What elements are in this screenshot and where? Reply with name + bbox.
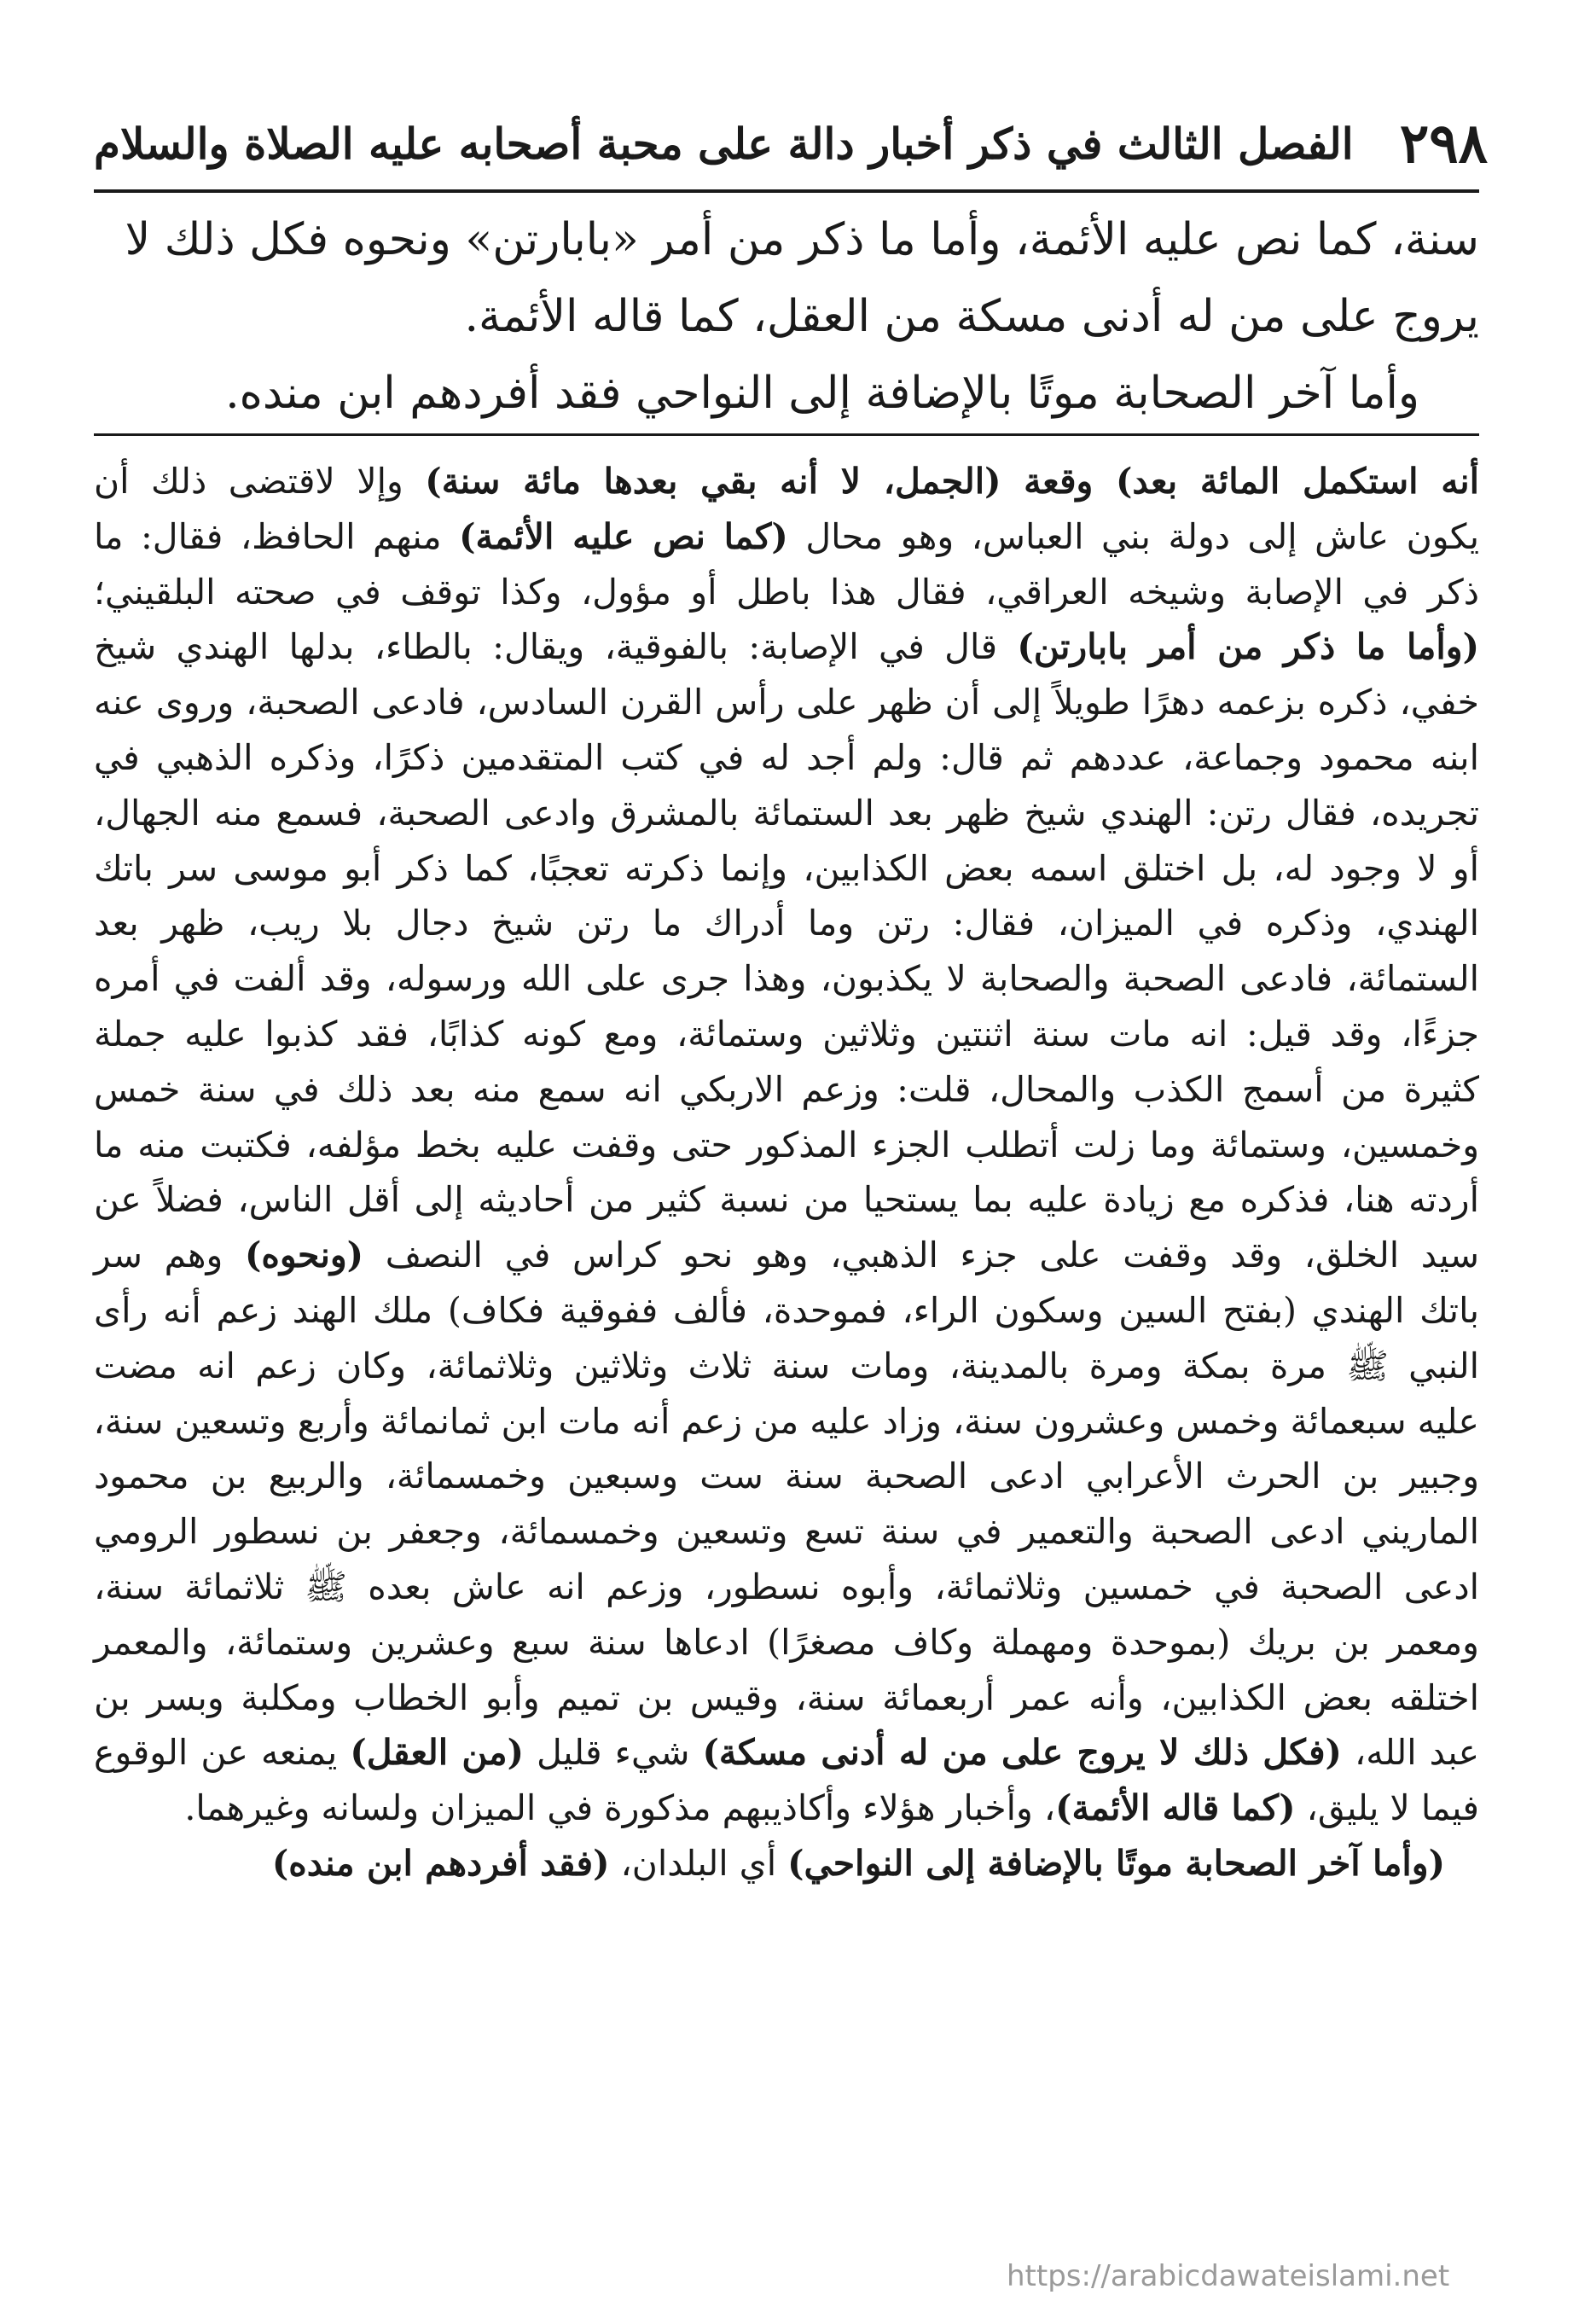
commentary-line xyxy=(94,1725,1479,1781)
chapter-title: الفصل الثالث في ذكر أخبار دالة على محبة أصحابه عليه الصلاة والسلام xyxy=(94,118,1354,169)
commentary-segment: سيد الخلق، وقد وقفت على جزء الذهبي، وهو نحو كراس في النصف xyxy=(363,1235,1479,1276)
main-text-line: سنة، كما نص عليه الأئمة، وأما ما ذكر من أمر «بابارتن» ونحوه فكل ذلك لا xyxy=(125,214,1479,265)
commentary-segment: الهندي، وذكره في الميزان، فقال: رتن وما أدراك ما رتن شيخ دجال بلا ريب، ظهر بعد xyxy=(94,903,1479,944)
commentary-segment: اختلقه بعض الكذابين، وأنه عمر أربعمائة سنة، وقيس بن تميم وأبو الخطاب ومكلبة وبسر بن xyxy=(94,1676,1479,1718)
commentary-segment: كثيرة من أسمج الكذب والمحال، قلت: وزعم الاربكي انه سمع منه بعد ذلك في سنة خمس xyxy=(94,1068,1479,1110)
quoted-matn-segment: (فكل ذلك لا يروج على من له أدنى مسكة) xyxy=(702,1732,1342,1774)
commentary-line xyxy=(94,1670,1479,1726)
commentary-segment: وخمسين، وستمائة وما زلت أتطلب الجزء المذكور حتى وقفت عليه بخط مؤلفه، فكتبت منه ما xyxy=(94,1124,1479,1165)
commentary-divider xyxy=(94,433,1479,436)
commentary-line xyxy=(94,1228,1479,1283)
commentary-line xyxy=(94,1007,1479,1062)
commentary-segment: فيما لا يليق، xyxy=(1295,1787,1479,1829)
commentary-line xyxy=(94,1339,1479,1394)
commentary-line xyxy=(94,619,1479,675)
commentary-line xyxy=(94,1172,1479,1228)
commentary-segment: ، وأخبار هؤلاء وأكاذيبهم مذكورة في الميزان ولسانه وغيرهما. xyxy=(184,1787,1056,1829)
commentary-segment: باتك الهندي (بفتح السين وسكون الراء، فموحدة، فألف ففوقية فكاف) ملك الهند زعم أنه رأى xyxy=(94,1289,1479,1331)
page-number: ٢٩٨ xyxy=(1399,111,1488,176)
commentary-segment: أي البلدان، xyxy=(609,1842,788,1884)
commentary-line xyxy=(94,1062,1479,1118)
commentary-line xyxy=(94,730,1479,786)
commentary-segment: وإلا لاقتضى ذلك أن xyxy=(94,461,426,502)
quoted-matn-segment: (ونحوه) xyxy=(244,1235,364,1276)
page-header xyxy=(94,101,1488,186)
commentary-segment: خفي، ذكره بزعمه دهرًا طويلاً إلى أن ظهر على رأس القرن السادس، فادعى الصحبة، وروى عنه xyxy=(94,682,1479,723)
commentary-line xyxy=(94,1283,1479,1339)
commentary-line xyxy=(94,951,1479,1007)
commentary-line xyxy=(94,1560,1479,1615)
commentary-line xyxy=(94,1394,1479,1450)
commentary-segment: شيء قليل xyxy=(524,1732,703,1774)
commentary-line xyxy=(94,1504,1479,1560)
commentary-line xyxy=(94,509,1479,565)
commentary-line xyxy=(94,896,1479,951)
commentary-segment: ذكر في الإصابة وشيخه العراقي، فقال هذا باطل أو مؤول، وكذا توقف في صحته البلقيني؛ xyxy=(94,571,1479,613)
commentary-segment: يكون عاش إلى دولة بني العباس، وهو محال xyxy=(787,515,1479,557)
watermark-url: https://arabicdawateislami.net xyxy=(1007,2259,1450,2293)
commentary-segment: أردته هنا، فذكره مع زيادة عليه بما يستحيا من نسبة كثير من أحاديثه إلى أقل الناس، فضلاً عن xyxy=(94,1179,1479,1221)
commentary-segment: ومعمر بن بريك (بموحدة ومهملة وكاف مصغرًا) ادعاها سنة سبع وعشرين وستمائة، والمعمر xyxy=(94,1621,1479,1663)
commentary-segment: عبد الله، xyxy=(1341,1732,1480,1774)
quoted-matn-segment: (فقد أفردهم ابن منده) xyxy=(271,1842,610,1884)
quoted-matn-segment: (وأما ما ذكر من أمر بابارتن) xyxy=(1017,626,1479,668)
commentary-segment: وهم سر xyxy=(94,1235,245,1276)
commentary-text xyxy=(94,454,1479,1891)
quoted-matn-segment: (كما نص عليه الأئمة) xyxy=(459,515,788,557)
commentary-line xyxy=(94,1836,1479,1891)
main-text xyxy=(94,201,1479,432)
commentary-line xyxy=(94,675,1479,730)
quoted-matn-segment: (كما قاله الأئمة) xyxy=(1055,1787,1296,1829)
commentary-line xyxy=(94,1118,1479,1173)
main-text-line: يروج على من له أدنى مسكة من العقل، كما قاله الأئمة. xyxy=(464,291,1479,342)
header-rule xyxy=(94,189,1479,193)
commentary-segment: جزءًا، وقد قيل: انه مات سنة اثنتين وثلاثين وستمائة، ومع كونه كذابًا، فقد كذبوا عليه جملة xyxy=(94,1013,1479,1055)
commentary-segment: أو لا وجود له، بل اختلق اسمه بعض الكذابين، وإنما ذكرته تعجبًا، كما ذكر أبو موسى سر باتك xyxy=(94,847,1479,889)
commentary-segment: عليه سبعمائة وخمس وعشرون سنة، وزاد عليه من زعم أنه مات ابن ثمانمائة وأربع وتسعين سنة، xyxy=(93,1400,1479,1442)
main-text-line: وأما آخر الصحابة موتًا بالإضافة إلى النواحي فقد أفردهم ابن منده. xyxy=(225,368,1419,419)
commentary-line xyxy=(94,1781,1479,1836)
commentary-line xyxy=(94,565,1479,620)
commentary-segment: منهم الحافظ، فقال: ما xyxy=(94,515,460,557)
quoted-matn-segment: أنه استكمل المائة بعد) وقعة (الجمل، لا أنه بقي بعدها مائة سنة) xyxy=(425,461,1480,502)
commentary-segment: وجبير بن الحرث الأعرابي ادعى الصحبة سنة ست وسبعين وخمسمائة، والربيع بن محمود xyxy=(94,1455,1479,1497)
commentary-line xyxy=(94,786,1479,841)
commentary-line xyxy=(94,1449,1479,1504)
commentary-segment: الستمائة، فادعى الصحبة والصحابة لا يكذبون، وهذا جرى على الله ورسوله، وقد ألفت في أمره xyxy=(94,958,1479,1000)
commentary-segment: ادعى الصحبة في خمسين وثلاثمائة، وأبوه نسطور، وزعم انه عاش بعده ﷺ ثلاثمائة سنة، xyxy=(94,1566,1479,1607)
commentary-segment: يمنعه عن الوقوع xyxy=(94,1732,351,1774)
commentary-segment: النبي ﷺ مرة بمكة ومرة بالمدينة، ومات سنة ثلاث وثلاثين وثلاثمائة، وكان زعم انه مضت xyxy=(94,1345,1479,1386)
commentary-segment: الماريني ادعى الصحبة والتعمير في سنة تسع وتسعين وخمسمائة، وجعفر بن نسطور الرومي xyxy=(94,1511,1479,1553)
commentary-line xyxy=(94,1615,1479,1670)
quoted-matn-segment: (وأما آخر الصحابة موتًا بالإضافة إلى النواحي) xyxy=(787,1842,1445,1884)
commentary-line xyxy=(94,841,1479,897)
commentary-segment: تجريده، فقال رتن: الهندي شيخ ظهر بعد الستمائة بالمشرق وادعى الصحبة، فسمع منه الجهال، xyxy=(94,792,1479,834)
quoted-matn-segment: (من العقل) xyxy=(350,1732,525,1774)
commentary-line xyxy=(94,454,1479,509)
commentary-segment: قال في الإصابة: بالفوقية، ويقال: بالطاء، بدلها الهندي شيخ xyxy=(94,626,1018,668)
commentary-segment: ابنه محمود وجماعة، عددهم ثم قال: ولم أجد له في كتب المتقدمين ذكرًا، وذكره الذهبي في xyxy=(94,736,1479,778)
